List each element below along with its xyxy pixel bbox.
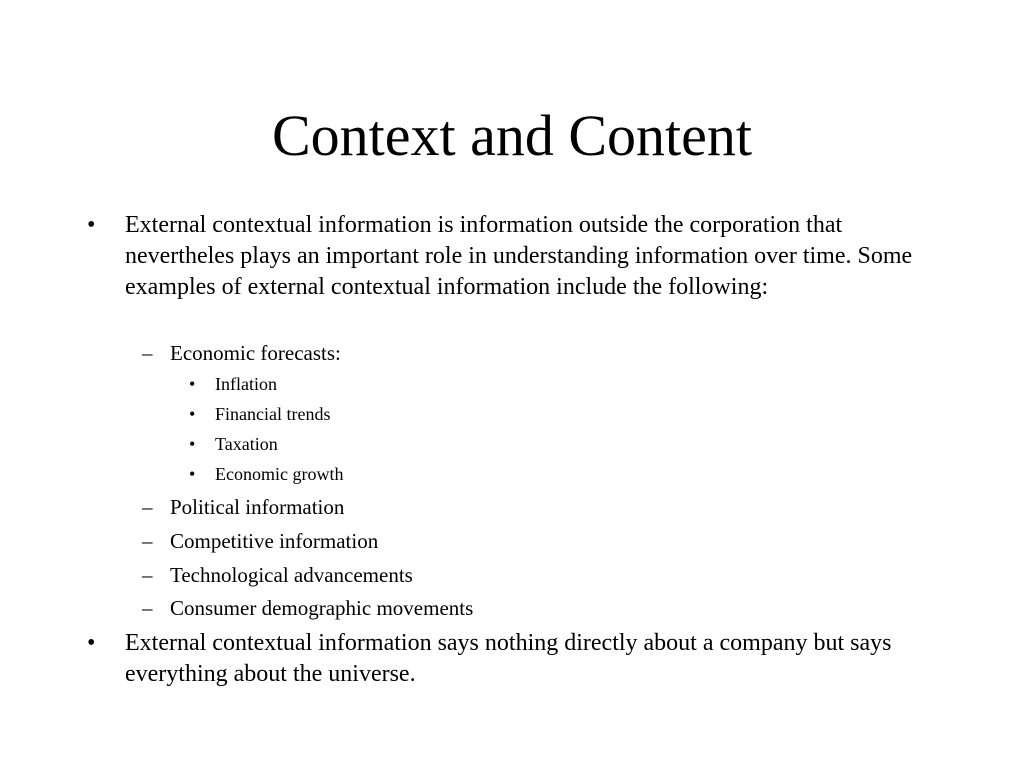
subsubitem-text: Financial trends <box>215 404 331 424</box>
subitem-text: Political information <box>170 495 345 519</box>
bullet-marker: • <box>189 434 196 454</box>
bullet-marker: • <box>189 464 196 484</box>
subsubitem-financial-trends <box>189 402 915 426</box>
subitem-competitive-information <box>142 527 930 555</box>
bullet-text: External contextual information says nothing directly about a company but says everything about the universe. <box>125 630 892 687</box>
subsubitem-text: Inflation <box>215 374 277 394</box>
subsubitem-text: Taxation <box>215 434 278 454</box>
subsubitem-economic-growth <box>189 462 915 486</box>
subitem-text: Technological advancements <box>170 563 413 587</box>
dash-marker: – <box>142 563 153 587</box>
subitem-technological-advancements <box>142 561 930 589</box>
dash-marker: – <box>142 495 153 519</box>
bullet-marker: • <box>87 630 96 656</box>
dash-marker: – <box>142 341 153 365</box>
slide-title: Context and Content <box>271 103 753 168</box>
subitem-text: Competitive information <box>170 529 379 553</box>
dash-marker: – <box>142 596 153 620</box>
bullet-marker: • <box>189 404 196 424</box>
subitem-economic-forecasts <box>142 339 930 367</box>
bullet-marker: • <box>189 374 196 394</box>
dash-marker: – <box>142 529 153 553</box>
subitem-consumer-demographic-movements <box>142 594 930 622</box>
subitem-text: Consumer demographic movements <box>170 596 474 620</box>
subsubitem-inflation <box>189 372 915 396</box>
bullet-item-external-context <box>87 210 945 303</box>
subsubitem-text: Economic growth <box>215 464 344 484</box>
subitem-political-information <box>142 493 930 521</box>
subitem-text: Economic forecasts: <box>170 341 341 365</box>
bullet-marker: • <box>87 212 96 238</box>
subsubitem-taxation <box>189 432 915 456</box>
bullet-item-says-nothing <box>87 628 945 690</box>
bullet-text: External contextual information is information outside the corporation that nevertheles plays an important role in understanding information over time. Some examples of external contextual information include the following: <box>125 212 913 300</box>
